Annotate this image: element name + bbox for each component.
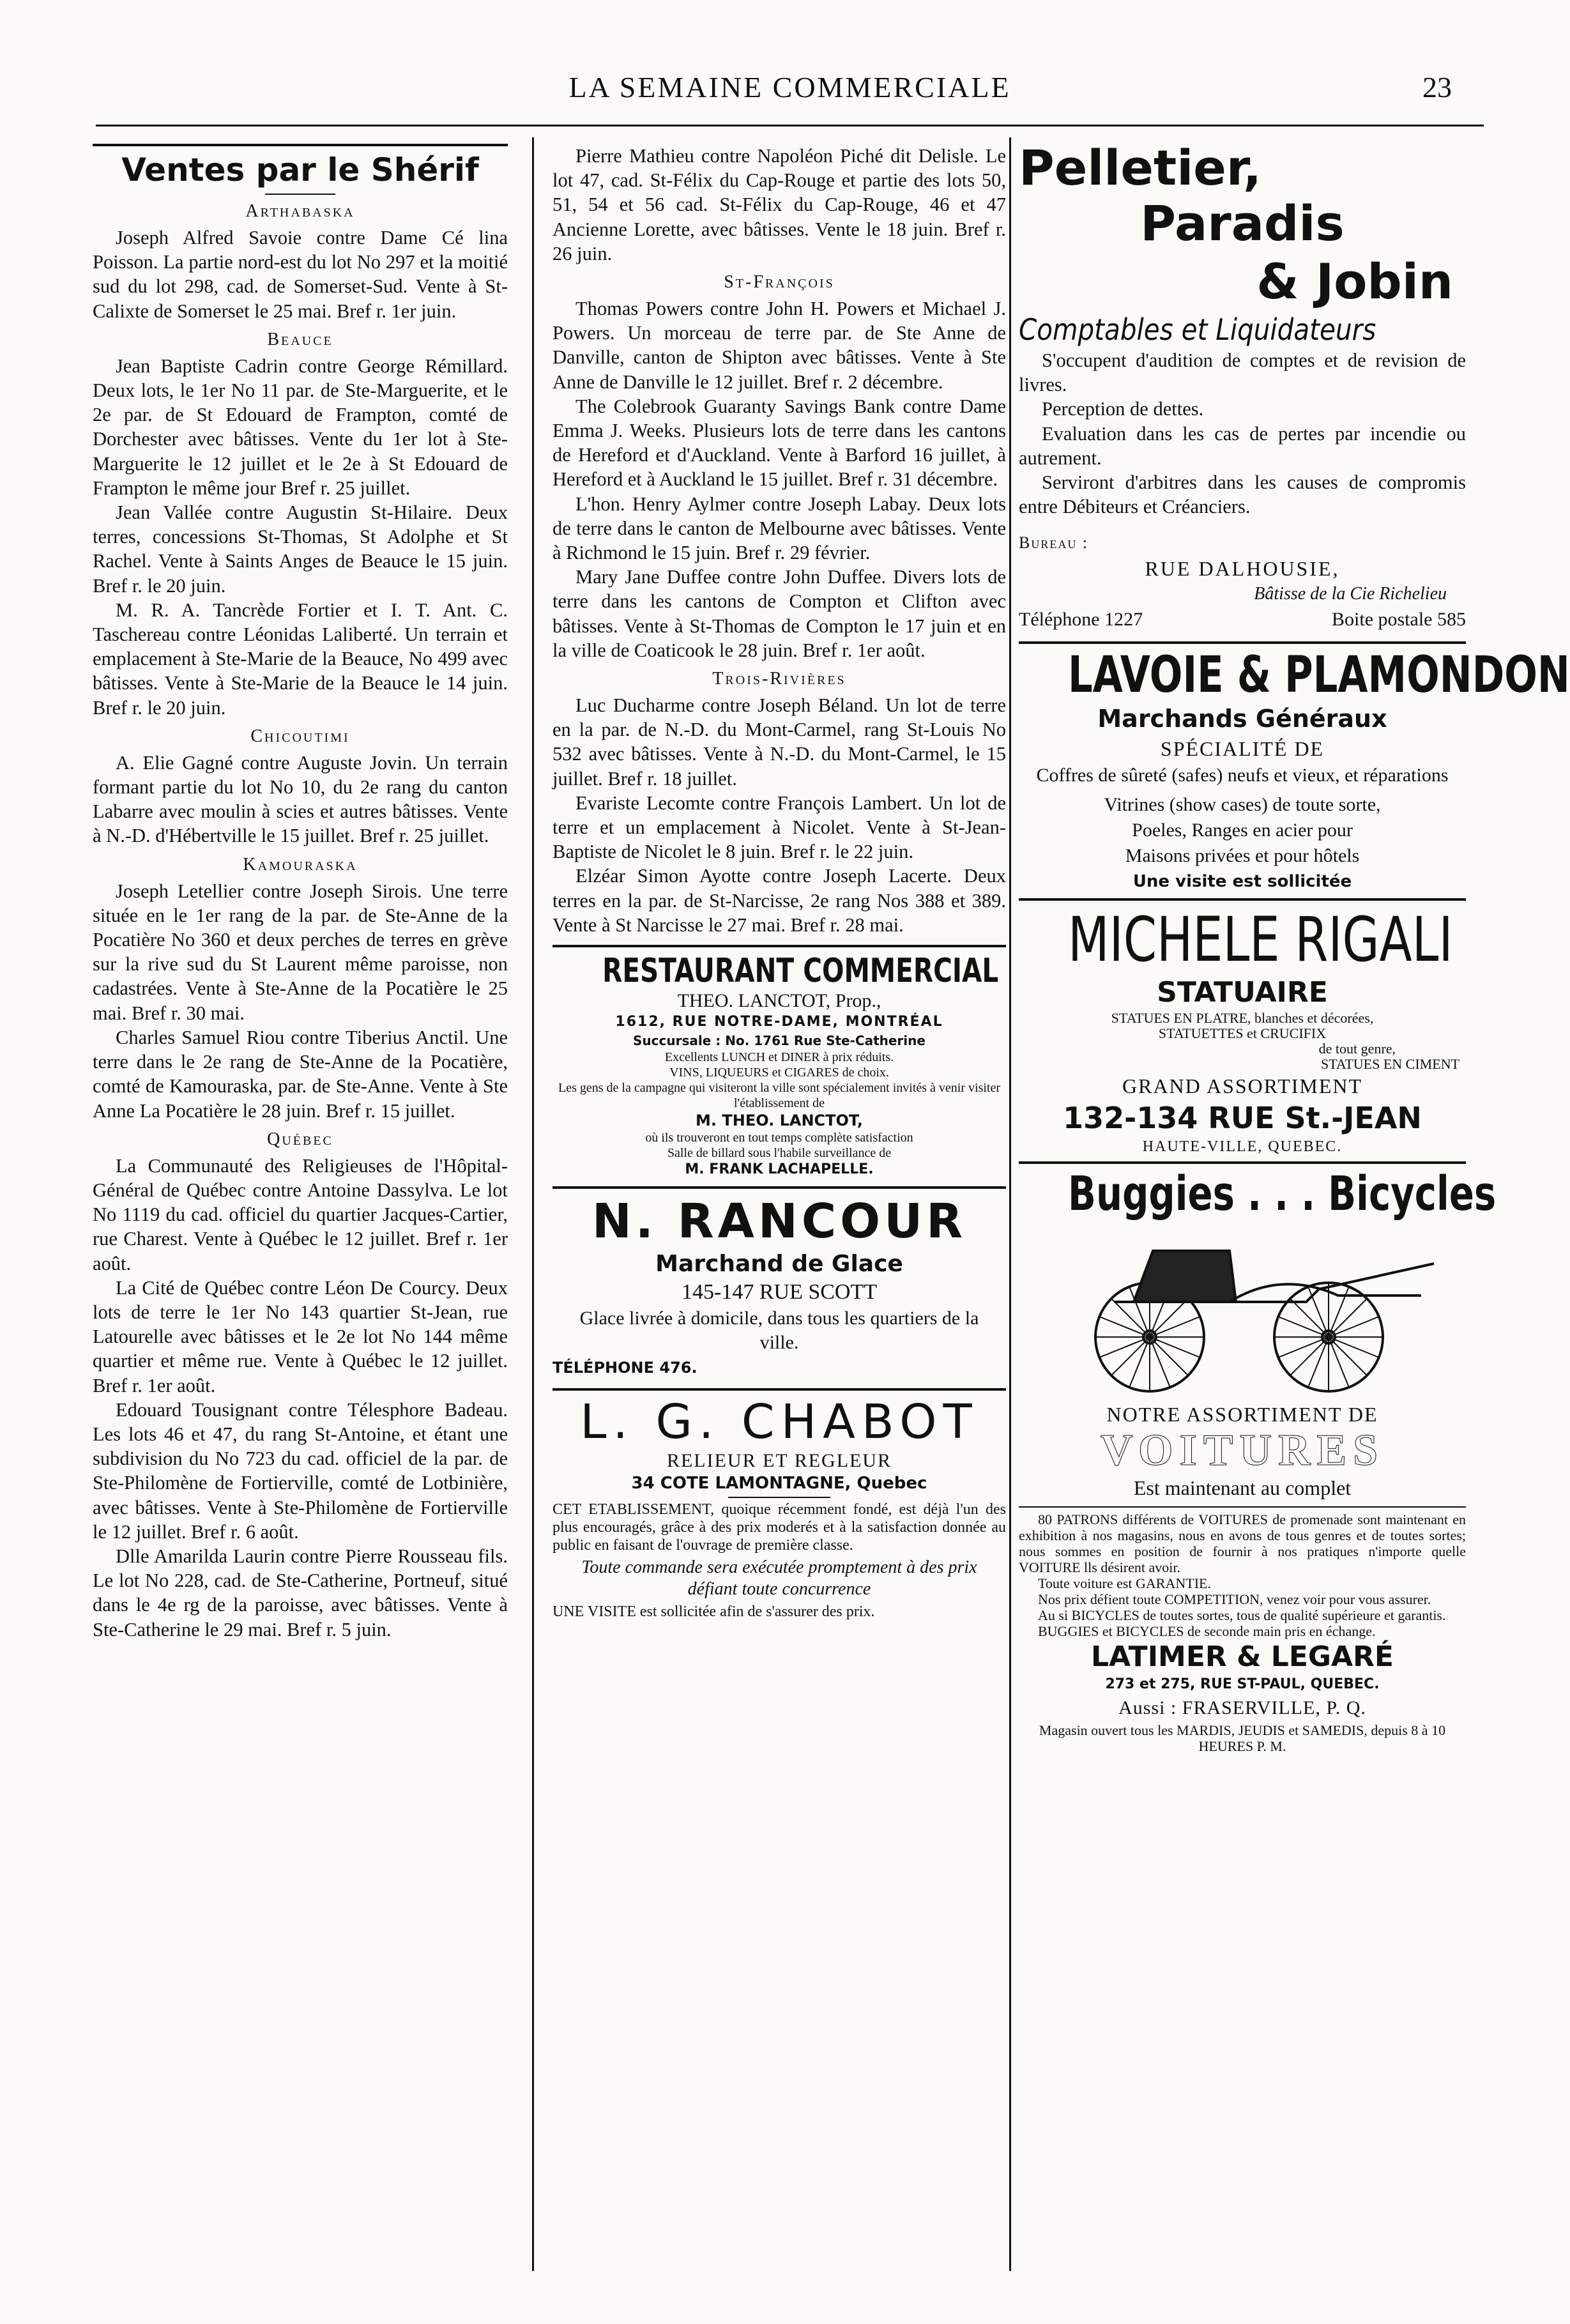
latimer-hours: Magasin ouvert tous les MARDIS, JEUDIS et SAMEDIS, depuis 8 à 10 HEURES P. M. (1039, 1722, 1446, 1755)
column-rule-1 (532, 137, 534, 2271)
latimer-voitures: VOITURES (1100, 1426, 1385, 1476)
chabot-rule (728, 1497, 830, 1498)
latimer-headline: Buggies . . . Bicycles (1068, 1166, 1497, 1222)
restaurant-manager: M. FRANK LACHAPELLE. (685, 1161, 874, 1178)
rancour-address: 145-147 RUE SCOTT (682, 1280, 877, 1304)
sheriff-sales-list (93, 201, 508, 1642)
chabot-body: CET ETABLISSEMENT, quoique récemment fondé, est déjà l'un des plus encouragés, grâce à des prix moderés et à la satisfaction donnée au public en faisant de l'ouvrage de première classe. (553, 1501, 1006, 1554)
rigali-address: 132-134 RUE St.-JEAN (1063, 1101, 1422, 1136)
latimer-body-2: Toute voiture est GARANTIE. (1038, 1575, 1211, 1592)
place-heading: Arthabaska (245, 201, 355, 221)
latimer-body: 80 PATRONS différents de VOITURES de promenade sont maintenant en exhibition à nos magasins, nous en avons de tous genres et de toutes sortes; nous sommes en position de fournir à nos pratiques n'importe quelle VOITURE lls désirent avoir. (1019, 1511, 1466, 1576)
pelletier-text-1: S'occupent d'audition de comptes et de revision de livres. (1019, 349, 1466, 396)
column-rule-2 (1009, 137, 1011, 2271)
restaurant-address: 1612, RUE NOTRE-DAME, MONTRÉAL (615, 1014, 943, 1030)
chabot-visit: UNE VISITE est sollicitée afin de s'assurer des prix. (553, 1603, 875, 1621)
lavoie-text-1: Coffres de sûreté (safes) neufs et vieux, et réparations (1036, 765, 1449, 786)
rancour-ad (553, 1193, 1006, 1380)
pelletier-text-3: Evaluation dans les cas de pertes par incendie ou autrement. (1019, 422, 1466, 469)
buggy-shaft-top (1319, 1264, 1434, 1289)
restaurant-line-5: Salle de billard sous l'habile surveillance de (667, 1146, 892, 1161)
latimer-rule (1019, 1506, 1466, 1508)
buggy-seat (1134, 1251, 1236, 1302)
restaurant-branch: Succursale : No. 1761 Rue Ste-Catherine (633, 1033, 926, 1049)
rigali-line-2: STATUETTES et CRUCIFIX (1158, 1025, 1327, 1042)
restaurant-line-3: Les gens de la campagne qui visiteront la ville sont spécialement invités à venir visiter l'établissement de (558, 1081, 1001, 1111)
latimer-branch: Aussi : FRASERVILLE, P. Q. (1118, 1697, 1366, 1719)
pelletier-line-3: & Jobin (1256, 253, 1453, 310)
chabot-ad (553, 1395, 1006, 1621)
rigali-assortment: GRAND ASSORTIMENT (1122, 1074, 1363, 1098)
sale-notice: Elzéar Simon Ayotte contre Joseph Lacerte. Deux terres en la par. de St-Narcisse, 2e rang Nos 388 et 389. Vente à St Narcisse le 27 mai. Bref r. 28 mai. (553, 865, 1006, 936)
sheriff-sales-list-continued (553, 144, 1006, 937)
rigali-line-4: STATUES EN CIMENT (1320, 1056, 1459, 1073)
sale-notice: Joseph Letellier contre Joseph Sirois. Une terre située en le 1er rang de la par. de Ste-Anne de la Pocatière No 360 et deux perches de terres en grève sur la rive sud du St Laurent même paroisse, non cadastrées. Vente à Ste-Anne de la Pocatière le 25 mai. Bref r. 30 mai. (93, 880, 508, 1024)
latimer-body-3: Nos prix défient toute COMPETITION, venez voir pour vous assurer. (1038, 1591, 1431, 1608)
pelletier-text-4: Serviront d'arbitres dans les causes de compromis entre Débiteurs et Créanciers. (1019, 471, 1466, 518)
lavoie-text-2: Vitrines (show cases) de toute sorte, (1104, 794, 1381, 816)
sale-notice: Dlle Amarilda Laurin contre Pierre Rousseau fils. Le lot No 228, cad. de Ste-Catherine, Portneuf, situé dans le 4e rg de la paroisse, avec bâtisses. Vente à Ste-Catherine le 29 mai. Bref r. 5 juin. (93, 1545, 508, 1640)
chabot-tagline: Toute commande sera exécutée promptement à des prix défiant toute concurrence (581, 1557, 977, 1600)
section-heading: Ventes par le Shérif (121, 151, 479, 188)
lavoie-trade: Marchands Généraux (1097, 705, 1387, 733)
header-rule (96, 125, 1484, 126)
rigali-line-3: de tout genre, (1318, 1041, 1396, 1057)
sale-notice: A. Elie Gagné contre Auguste Jovin. Un terrain formant partie du lot No 10, du 2e rang du canton Labarre avec moulin à scies et autres bâtisses. Vente à N.-D. d'Hébertville le 15 juillet. Bref r. 25 juillet. (93, 751, 508, 847)
latimer-body-4: Au si BICYCLES de toutes sortes, tous de qualité supérieure et garantis. (1038, 1607, 1446, 1624)
pelletier-line-2: Paradis (1140, 195, 1345, 252)
pelletier-line-1: Pelletier, (1019, 139, 1261, 196)
pelletier-building: Bâtisse de la Cie Richelieu (1254, 584, 1447, 604)
pelletier-ad (1019, 141, 1466, 632)
restaurant-line-2: VINS, LIQUEURS et CIGARES de choix. (669, 1066, 889, 1080)
pelletier-box: Boite postale 585 (1332, 609, 1466, 631)
ad-rule (1019, 641, 1466, 644)
buggy-drawing (1095, 1251, 1434, 1391)
sale-notice: La Cité de Québec contre Léon De Courcy. Deux lots de terre le 1er No 143 quartier St-Jean, rue Latourelle avec bâtisses et le 2e lot No 144 même quartier et même rue. Vente à Québec le 12 juillet. Bref r. 1er août. (93, 1276, 508, 1396)
chabot-address: 34 COTE LAMONTAGNE, Quebec (631, 1474, 927, 1494)
sale-notice: M. R. A. Tancrède Fortier et I. T. Ant. C. Taschereau contre Léonidas Laliberté. Un terrain et emplacement à Ste-Marie de la Beauce, No 499 avec bâtisses. Vente à Ste-Marie de la Beauce le 14 juin. Bref r. le 20 juin. (93, 599, 508, 719)
sale-notice: Evariste Lecomte contre François Lambert. Un lot de terre et un emplacement à Nicolet. Vente à St-Jean-Baptiste de Nicolet le 8 juin. Bref r. le 22 juin. (553, 791, 1006, 863)
sales-continued-column (553, 144, 1006, 1621)
place-heading: Beauce (267, 329, 333, 349)
buggy-illustration (1019, 1225, 1466, 1398)
latimer-ad (1019, 1166, 1497, 1755)
sale-notice: Charles Samuel Riou contre Tiberius Anctil. Une terre dans le 2e rang de Ste-Anne de la Pocatière, comté de Kamouraska, par. de Ste-Anne. Vente à Ste Anne La Pocatière le 28 juin. Bref r. 15 juillet. (93, 1026, 508, 1122)
sale-notice: La Communauté des Religieuses de l'Hôpital-Général de Québec contre Antoine Dassylva. Le lot No 1119 du cad. officiel du quartier Jacques-Cartier, rue Charest. Vente à Québec le 12 juillet. Bref r. 1er août. (93, 1154, 508, 1274)
buggy-illustration-svg (1038, 1225, 1447, 1398)
sale-notice: L'hon. Henry Aylmer contre Joseph Labay. Deux lots de terre dans le canton de Melbourne avec bâtisses. Vente à Richmond le 15 juin. Bref r. 29 février. (553, 493, 1006, 564)
sale-notice: Jean Baptiste Cadrin contre George Rémillard. Deux lots, le 1er No 11 par. de Ste-Marguerite, et le 2e par. de St Edouard de Frampton, comté de Dorchester avec bâtisses. Vente du 1er lot à Ste-Marguerite le 12 juillet et le 2e à St Edouard de Frampton le même jour Bref r. 25 juillet. (93, 355, 508, 499)
buggy-front-spokes (1274, 1283, 1383, 1391)
restaurant-line-1: Excellents LUNCH et DINER à prix réduits. (664, 1050, 894, 1065)
sale-notice: Mary Jane Duffee contre John Duffee. Divers lots de terre dans les cantons de Compton et Clifton avec bâtisses. Vente à St-Thomas de Compton le 17 juin et en la ville de Coaticook le 28 juin. Bref r. 1er août. (553, 566, 1006, 661)
restaurant-name: RESTAURANT COMMERCIAL (602, 952, 999, 991)
rancour-phone: TÉLÉPHONE 476. (553, 1359, 697, 1377)
pelletier-text-2: Perception de dettes. (1042, 398, 1204, 420)
latimer-body-5: BUGGIES et BICYCLES de seconde main pris en échange. (1038, 1623, 1376, 1640)
rancour-trade: Marchand de Glace (655, 1251, 903, 1278)
latimer-complete: Est maintenant au complet (1133, 1476, 1352, 1500)
lavoie-name: LAVOIE & PLAMONDON (1068, 646, 1570, 705)
rigali-name: MICHELE RIGALI (1068, 904, 1453, 976)
pelletier-contact (1019, 607, 1466, 632)
restaurant-owner: M. THEO. LANCTOT, (696, 1112, 863, 1130)
place-heading: Québec (267, 1129, 333, 1149)
ad-rule (553, 945, 1006, 947)
rigali-ad (1019, 905, 1466, 1158)
ad-rule (1019, 1161, 1466, 1164)
pelletier-subtitle: Comptables et Liquidateurs (1019, 312, 1376, 347)
lavoie-text-3: Poeles, Ranges en acier pour (1132, 820, 1353, 841)
rigali-line-1: STATUES EN PLATRE, blanches et décorées, (1111, 1010, 1374, 1027)
chabot-trade: RELIEUR ET REGLEUR (666, 1450, 892, 1472)
page-header (102, 64, 1477, 121)
latimer-assortment: NOTRE ASSORTIMENT DE (1106, 1403, 1378, 1426)
advertisements-column (1019, 139, 1570, 1755)
journal-title: LA SEMAINE COMMERCIALE (568, 71, 1011, 103)
restaurant-proprietor: THEO. LANCTOT, Prop., (677, 990, 881, 1012)
sheriff-sales-column (93, 144, 508, 1642)
lavoie-speciality: SPÉCIALITÉ DE (1160, 737, 1325, 761)
heading-underline (265, 194, 335, 195)
restaurant-line-4: où ils trouveront en tout temps complète satisfaction (645, 1131, 913, 1145)
page-number: 23 (1422, 71, 1452, 103)
sale-notice: The Colebrook Guaranty Savings Bank contre Dame Emma J. Weeks. Plusieurs lots de terre dans les cantons de Hereford et d'Auckland. Vente à Barford 16 juillet, à Hereford et à Auckland le 15 juillet. Bref r. 31 décembre. (553, 395, 1006, 491)
sale-notice: Jean Vallée contre Augustin St-Hilaire. Deux terres, concessions St-Thomas, St Adolphe et St Rachel. Vente à Saints Anges de Beauce le 15 juin. Bref r. le 20 juin. (93, 501, 508, 597)
lavoie-text-4: Maisons privées et pour hôtels (1125, 845, 1360, 867)
chabot-name: L. G. CHABOT (580, 1395, 979, 1450)
sale-notice: Pierre Mathieu contre Napoléon Piché dit Delisle. Le lot 47, cad. St-Félix du Cap-Rouge et partie des lots 50, 51, 54 et 56 cad. St-Félix du Cap-Rouge, 46 et 47 Ancienne Lorette, avec bâtisses. Vente le 18 juin. Bref r. 26 juin. (553, 145, 1006, 264)
lavoie-visit: Une visite est sollicitée (1132, 872, 1352, 892)
rancour-name: N. RANCOUR (591, 1194, 967, 1250)
rigali-city: HAUTE-VILLE, QUEBEC. (1142, 1138, 1343, 1156)
ad-rule (1019, 898, 1466, 901)
pelletier-street: RUE DALHOUSIE, (1145, 557, 1340, 581)
latimer-name: LATIMER & LEGARÉ (1091, 1640, 1394, 1674)
place-heading: Chicoutimi (250, 726, 350, 746)
sale-notice: Thomas Powers contre John H. Powers et Michael J. Powers. Un morceau de terre par. de Ste Anne de Danville, canton de Shipton avec bâtisses. Vente à Ste Anne de Danville le 12 juillet. Bref r. 2 décembre. (553, 298, 1006, 393)
sale-notice: Joseph Alfred Savoie contre Dame Cé lina Poisson. La partie nord-est du lot No 297 et la moitié sud du lot 298, cad. de Somerset-Sud. Vente à St-Calixte de Somerset le 25 mai. Bref r. 1er juin. (93, 227, 508, 322)
sale-notice: Luc Ducharme contre Joseph Béland. Un lot de terre en la par. de N.-D. du Mont-Carmel, rang St-Louis No 532 avec bâtisses. Vente à N.-D. du Mont-Carmel, le 15 juillet. Bref r. 18 juillet. (553, 694, 1006, 790)
pelletier-phone: Téléphone 1227 (1019, 609, 1143, 631)
place-heading: Trois-Rivières (712, 669, 846, 689)
latimer-address: 273 et 275, RUE ST-PAUL, QUEBEC. (1105, 1676, 1380, 1693)
rigali-trade: STATUAIRE (1157, 976, 1328, 1009)
ad-rule (553, 1186, 1006, 1189)
lavoie-ad (1019, 646, 1570, 894)
place-heading: St-François (724, 272, 835, 293)
sale-notice: Edouard Tousignant contre Télesphore Badeau. Les lots 46 et 47, du rang St-Antoine, et étant une subdivision du No 723 du cad. officiel de la par. de Ste-Philomène de Fortierville, comté de Lotbinière, avec bâtisses. Vente à Ste-Philomène de Fortierville le 12 juillet. Bref r. 6 août. (93, 1398, 508, 1543)
ad-rule (553, 1388, 1006, 1391)
heading-rule (93, 144, 508, 146)
place-heading: Kamouraska (243, 854, 358, 875)
rancour-text: Glace livrée à domicile, dans tous les quartiers de la ville. (579, 1308, 979, 1354)
pelletier-bureau: Bureau : (1019, 533, 1089, 553)
restaurant-ad (553, 952, 1006, 1179)
